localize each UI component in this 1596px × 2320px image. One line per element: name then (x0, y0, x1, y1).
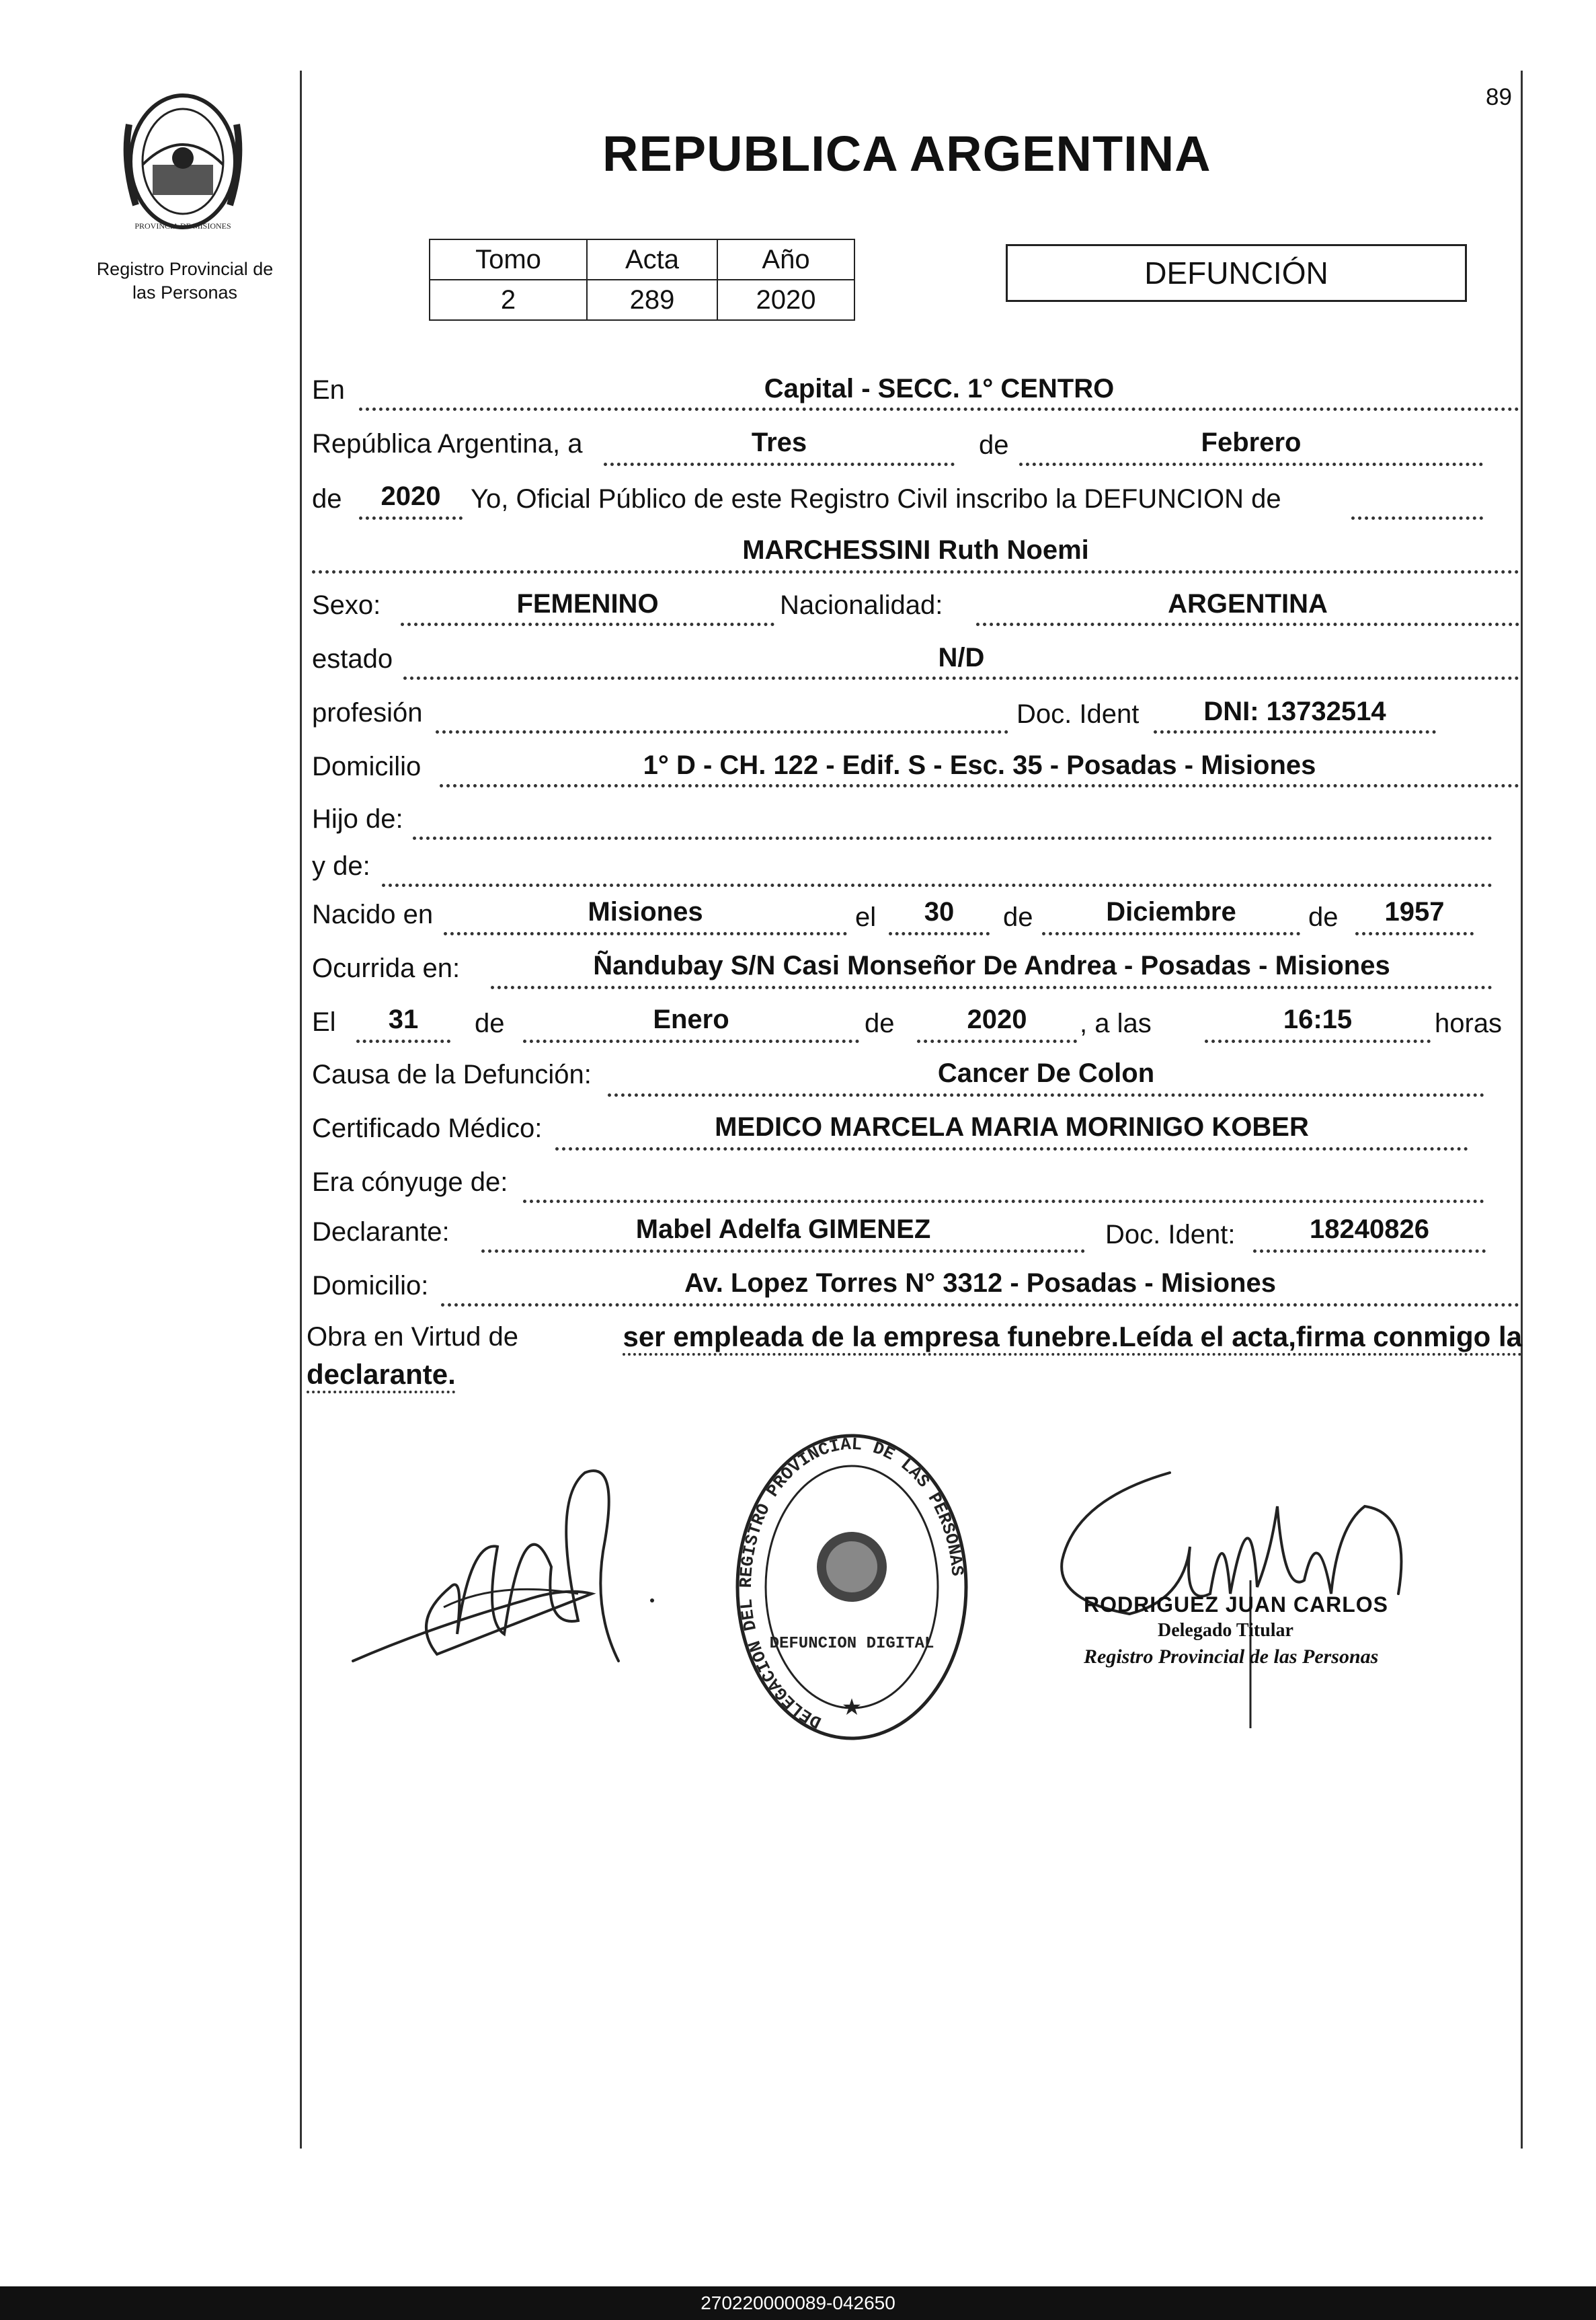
death-year-dotted-line (917, 1040, 1077, 1043)
anio-value: 2020 (717, 280, 854, 320)
left-margin-line (300, 71, 302, 2149)
estado-dotted-line (403, 676, 1519, 680)
declarante-value: Mabel Adelfa GIMENEZ (635, 1214, 931, 1244)
sexo-value: FEMENINO (516, 589, 659, 619)
nacionalidad-dotted-line (976, 623, 1519, 626)
record-table-value-row (430, 280, 854, 320)
obra-value-line-2: declarante. (307, 1358, 456, 1390)
horas-label: horas (1435, 1009, 1503, 1038)
de-label-3: de (1003, 902, 1033, 932)
tomo-value: 2 (430, 280, 587, 320)
birth-month-value: Diciembre (1106, 897, 1236, 927)
birth-day-dotted-line (889, 932, 990, 935)
doc-ident-value: DNI: 13732514 (1203, 697, 1386, 726)
inscribo-text: Yo, Oficial Público de este Registro Civil inscribo la DEFUNCION de (471, 484, 1281, 514)
domicilio-dotted-line (440, 784, 1519, 787)
a-las-label: , a las (1080, 1009, 1152, 1038)
acta-header: Acta (587, 239, 717, 280)
de-label-4: de (1308, 902, 1339, 932)
tomo-header: Tomo (430, 239, 587, 280)
birth-month-dotted-line (1042, 932, 1300, 935)
conyuge-dotted-line (523, 1200, 1484, 1203)
hijo-de-dotted-line (413, 837, 1492, 840)
de-label-5: de (475, 1009, 505, 1038)
seal-outer-text: DELEGACION DEL REGISTRO PROVINCIAL DE LAS PERSONAS (735, 1434, 967, 1733)
nacionalidad-value: ARGENTINA (1168, 589, 1328, 619)
causa-dotted-line (608, 1093, 1484, 1097)
death-month-dotted-line (523, 1040, 859, 1043)
y-de-label: y de: (312, 851, 370, 881)
name-dotted-line (312, 570, 1519, 574)
birth-day-value: 30 (924, 897, 955, 927)
right-margin-line (1521, 71, 1523, 2149)
republica-label: República Argentina, a (312, 429, 583, 459)
seal-inner-text: DEFUNCION DIGITAL (769, 1635, 934, 1653)
sexo-label: Sexo: (312, 590, 381, 620)
de-label-6: de (865, 1009, 895, 1038)
death-time-value: 16:15 (1283, 1005, 1353, 1034)
declarante-domicilio-label: Domicilio: (312, 1271, 429, 1301)
doc-ident-dotted-line (1154, 730, 1436, 734)
de-label-2: de (312, 484, 342, 514)
death-day-value: 31 (388, 1005, 419, 1034)
de-label-1: de (979, 430, 1009, 460)
nacido-value: Misiones (588, 897, 703, 927)
doc-ident-label: Doc. Ident (1016, 699, 1140, 729)
official-office: Registro Provincial de las Personas (1084, 1646, 1379, 1668)
birth-year-value: 1957 (1384, 897, 1445, 927)
inscribo-dotted-line (1351, 516, 1483, 520)
registry-caption: Registro Provincial de las Personas (96, 259, 274, 303)
domicilio-label: Domicilio (312, 752, 422, 781)
y-de-dotted-line (382, 884, 1492, 887)
country-title: REPUBLICA ARGENTINA (602, 126, 1211, 182)
death-time-dotted-line (1205, 1040, 1431, 1043)
declarante-label: Declarante: (312, 1217, 450, 1247)
hijo-de-label: Hijo de: (312, 804, 403, 834)
month-dotted-line (1019, 463, 1483, 466)
certificado-dotted-line (555, 1147, 1468, 1151)
declarante-doc-label: Doc. Ident: (1105, 1220, 1236, 1249)
registration-year-value: 2020 (381, 481, 441, 511)
year-dotted-line (359, 516, 463, 520)
ocurrida-dotted-line (491, 986, 1492, 989)
nacido-dotted-line (444, 932, 847, 935)
birth-year-dotted-line (1355, 932, 1474, 935)
el-label: el (855, 902, 877, 932)
estado-value: N/D (938, 643, 985, 672)
profesion-dotted-line (436, 730, 1008, 734)
causa-label: Causa de la Defunción: (312, 1060, 592, 1089)
declarant-signature (350, 1459, 672, 1688)
obra-value-line-1: ser empleada de la empresa funebre.Leída el acta,firma conmigo la (623, 1321, 1522, 1352)
ocurrida-label: Ocurrida en: (312, 954, 461, 983)
footer-barcode-bar (0, 2286, 1596, 2320)
declarante-doc-value: 18240826 (1310, 1214, 1429, 1244)
certificado-label: Certificado Médico: (312, 1114, 543, 1143)
domicilio-value: 1° D - CH. 122 - Edif. S - Esc. 35 - Posadas - Misiones (643, 750, 1316, 780)
province-coat-of-arms-logo (116, 84, 250, 239)
obra-line-1 (307, 1318, 1522, 1356)
declarante-domicilio-dotted-line (441, 1303, 1519, 1307)
logo-lettering: PROVINCIA DE MISIONES (134, 221, 231, 231)
death-month-value: Enero (653, 1005, 729, 1034)
sexo-dotted-line (401, 623, 774, 626)
declarante-doc-dotted-line (1253, 1249, 1486, 1253)
registration-month-value: Febrero (1201, 428, 1302, 457)
page-number: 89 (1486, 84, 1512, 110)
anio-header: Año (717, 239, 854, 280)
en-dotted-line (359, 408, 1519, 411)
declarante-domicilio-value: Av. Lopez Torres N° 3312 - Posadas - Misiones (684, 1268, 1276, 1298)
official-name: RODRIGUEZ JUAN CARLOS (1084, 1592, 1389, 1617)
nacido-label: Nacido en (312, 900, 434, 929)
death-year-value: 2020 (967, 1005, 1027, 1034)
death-el-label: El (312, 1007, 336, 1037)
declarante-dotted-line (481, 1249, 1085, 1253)
causa-value: Cancer De Colon (937, 1058, 1155, 1088)
certificado-value: MEDICO MARCELA MARIA MORINIGO KOBER (715, 1112, 1309, 1142)
registry-seal-stamp (727, 1426, 976, 1748)
official-stamp (1084, 1592, 1433, 1668)
obra-label: Obra en Virtud de (307, 1322, 519, 1352)
estado-label: estado (312, 644, 393, 674)
ocurrida-value: Ñandubay S/N Casi Monseñor De Andrea - Posadas - Misiones (593, 951, 1390, 980)
obra-line-2 (307, 1356, 1522, 1394)
record-table-header-row (430, 239, 854, 280)
conyuge-label: Era cónyuge de: (312, 1167, 508, 1197)
en-value: Capital - SECC. 1° CENTRO (764, 374, 1115, 403)
record-type-box: DEFUNCIÓN (1006, 244, 1467, 302)
profesion-label: profesión (312, 698, 423, 728)
deceased-name-value: MARCHESSINI Ruth Noemi (742, 535, 1089, 565)
record-number-table (429, 239, 855, 321)
nacionalidad-label: Nacionalidad: (780, 590, 943, 620)
day-dotted-line (604, 463, 955, 466)
en-label: En (312, 375, 345, 405)
obra-en-virtud-paragraph (307, 1318, 1522, 1394)
death-day-dotted-line (356, 1040, 450, 1043)
seal-star-icon: ★ (841, 1695, 863, 1720)
acta-value: 289 (587, 280, 717, 320)
barcode-text: 270220000089-042650 (701, 2292, 895, 2313)
official-role: Delegado Titular (1158, 1620, 1293, 1641)
registration-day-value: Tres (751, 428, 807, 457)
